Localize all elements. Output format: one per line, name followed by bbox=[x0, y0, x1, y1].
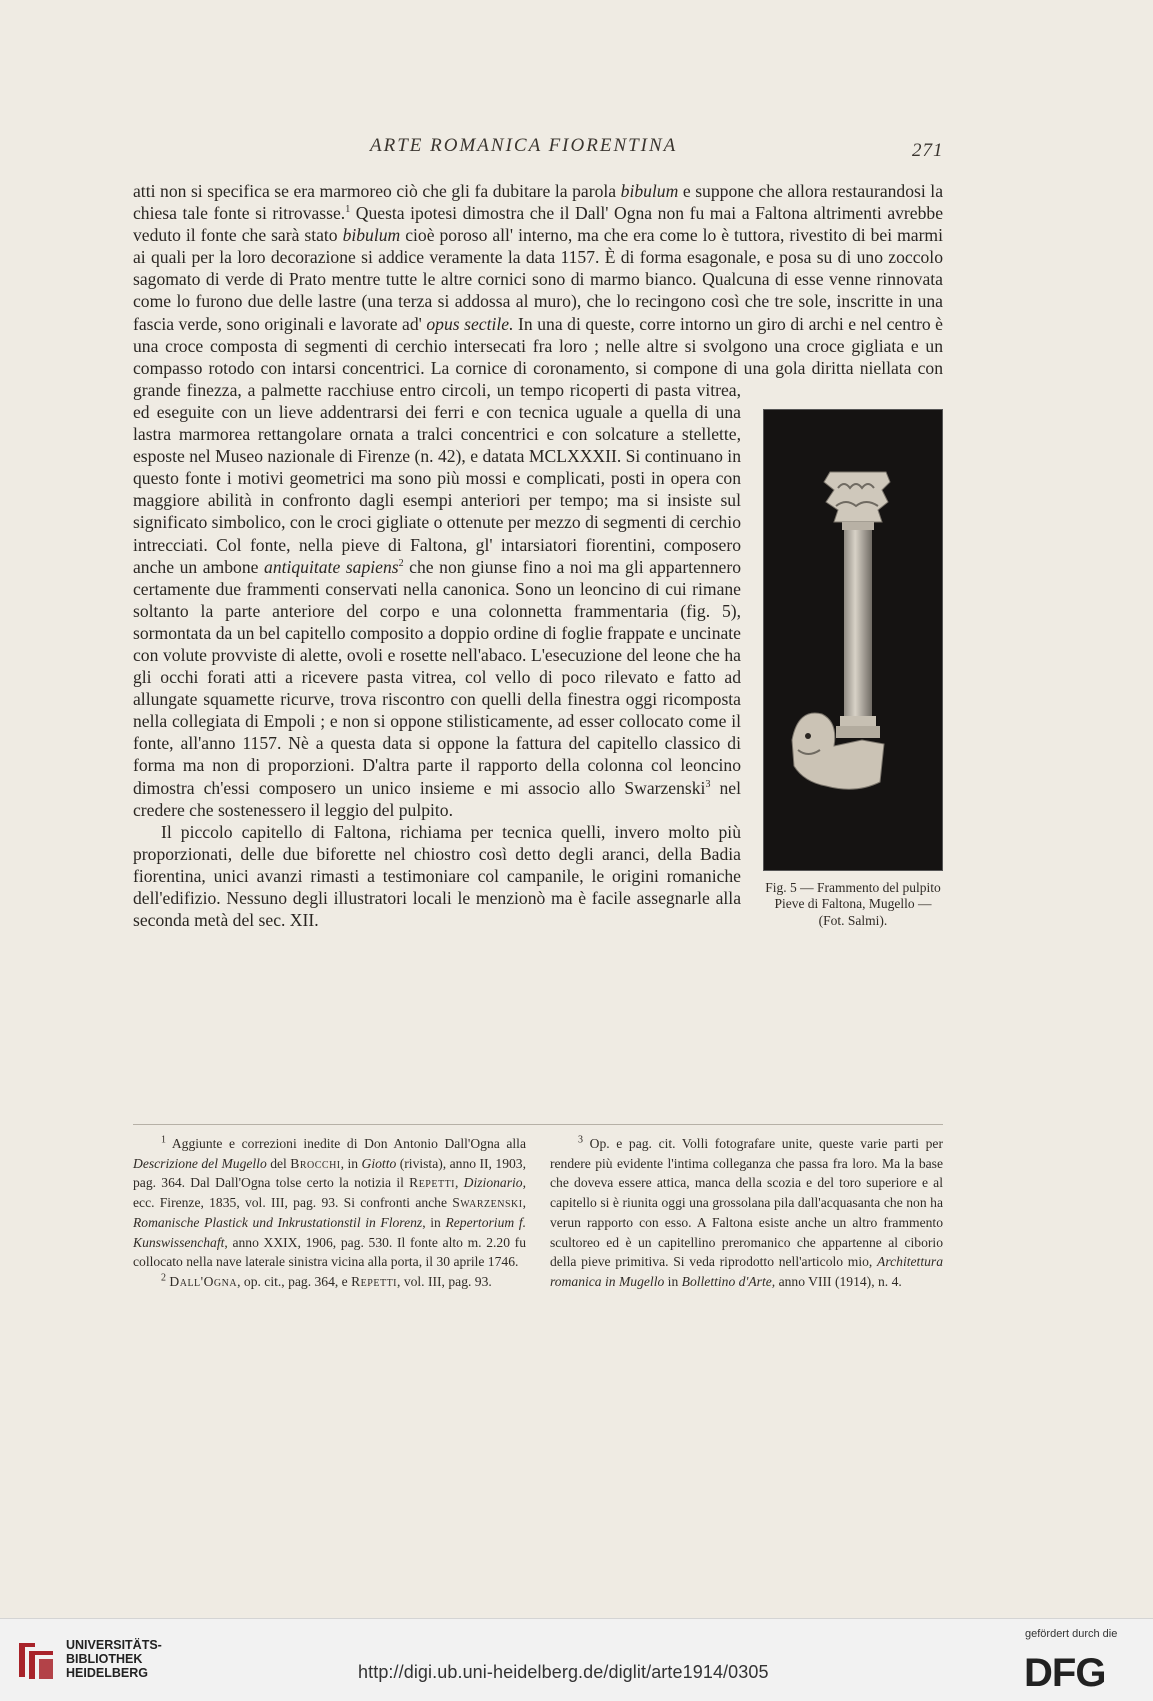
viewer-footer bbox=[0, 1618, 1153, 1701]
main-text bbox=[133, 180, 943, 935]
italic-title: Bollettino d'Arte, bbox=[681, 1273, 776, 1289]
footnotes-left-column bbox=[133, 1134, 526, 1292]
permalink-url[interactable]: http://digi.ub.uni-heidelberg.de/diglit/arte1914/0305 bbox=[358, 1662, 769, 1682]
italic-title: Giotto bbox=[361, 1155, 397, 1171]
text-segment: anno VIII (1914), n. 4. bbox=[775, 1273, 902, 1289]
footnote-1 bbox=[133, 1134, 526, 1272]
text-segment: nel credere che sostenessero il leggio del pulpito. bbox=[133, 777, 741, 820]
italic-title: Dizionario bbox=[463, 1175, 523, 1191]
running-title: ARTE ROMANICA FIORENTINA bbox=[370, 135, 678, 156]
italic-term: bibulum bbox=[342, 225, 401, 246]
text-segment: In una di queste, corre intorno un giro di archi e nel centro è una croce composta di segmenti di cerchio intersecati fra loro ; nelle altre si svolgono una croce gigliata e un compasso rotodo con intarsi concentrici. La cornice di coronamento, si compone di una bbox=[133, 313, 943, 378]
italic-term: bibulum bbox=[620, 181, 679, 201]
text-segment: , in bbox=[340, 1155, 362, 1171]
text-segment: atti non si specifica se era marmoreo ciò che gli fa dubitare la parola bbox=[133, 181, 621, 201]
heidelberg-library-logo-icon[interactable] bbox=[13, 1635, 59, 1690]
library-name-line: UNIVERSITÄTS- bbox=[66, 1638, 162, 1652]
text-segment: , bbox=[522, 1195, 526, 1211]
page-number: 271 bbox=[912, 140, 944, 161]
library-name-line: HEIDELBERG bbox=[66, 1666, 148, 1680]
text-segment: (rivista), anno II, 1903, pag. 364. Dal Dall'Ogna tolse certo la notizia il bbox=[133, 1155, 526, 1191]
figure-caption: Fig. 5 — Frammento del pulpito Pieve di Faltona, Mugello — (Fot. Salmi). bbox=[765, 879, 941, 928]
text-segment: gola diritta niellata con grande finezza, a palmette racchiuse entro circoli, un tempo ricoperti di pasta vitrea, ed eseguite con un lieve addentrarsi dei ferri e con tecnica uguale a quella di una lastra marmorea rettangolare ornata a tralci concentrici e con solcature a stellette, esposte nel Museo nazionale di Firenze (n. 42), e datata MCLXXXII. Si continuano in questo fonte i motivi geometrici ma sono più mossi e complicati, posti in opera con maggiore abilità in confronto dagli esempi anteriori per tempo; ma si insiste sul significato simbolico, con le croci gigliate o ottenute per mezzo di segmenti di cerchio intrecciati. Col fonte, nella pieve di Faltona, gl' intarsiatori fiorentini, composero anche un ambone bbox=[133, 357, 943, 577]
library-name-line: BIBLIOTHEK bbox=[66, 1652, 143, 1666]
italic-term: antiquitate sapiens bbox=[264, 556, 399, 577]
footnotes bbox=[133, 1134, 943, 1292]
text-segment: Aggiunte e correzioni inedite di Don Antonio Dall'Ogna alla bbox=[166, 1136, 526, 1151]
footnote-2 bbox=[133, 1272, 526, 1292]
text-segment: , in bbox=[422, 1214, 446, 1230]
text-segment: del bbox=[266, 1155, 291, 1171]
text-segment: , bbox=[455, 1175, 464, 1191]
footnote-ref-1[interactable]: 1 bbox=[345, 204, 351, 216]
text-segment: Questa ipotesi dimostra che il Dall' Ogna non fu mai a Faltona altrimenti avrebbe veduto il fonte che sarà stato bbox=[133, 203, 943, 246]
text-segment: , anno XXIX, 1906, pag. 530. Il fonte alto m. 2.20 fu collocato nella nave laterale sinistra vicina alla porta, il 30 aprile 1746. bbox=[133, 1234, 526, 1270]
footnote-divider bbox=[133, 1124, 943, 1125]
text-segment: cioè poroso all' interno, ma che era come lo è tuttora, rivestito di bei marmi ai quali per la loro decorazione si addice veramente la data 1157. È di forma esagonale, e posa su di uno zoccolo sagomato di verde di Prato mentre tutte le altre cornici sono di marmo bianco. Qualcuna di esse venne rinnovata come lo furono due delle lastre (una terza si addossa al muro), che lo recingono così che tre sole, inscritte in una fascia verde, sono originali e lavorate ad' bbox=[133, 225, 943, 334]
text-segment: Op. e pag. cit. Volli fotografare unite, queste varie parti per rendere più evidente l'intima colleganza che passa fra loro. Ma la base che doveva essere attica, manca della scozia e del toro superiore e al capitello si è riunita oggi una grossolana pila dall'acquasanta che non ha verun rapporto con esso. A Faltona esiste anche un altro frammento scultoreo ed è un capitellino preromanico che appartenne al ciborio della pieve primitiva. Si veda riprodotto nell'articolo mio, bbox=[550, 1136, 943, 1270]
author-name: Repetti bbox=[351, 1273, 398, 1289]
italic-title: Romanische Plastick und Inkrustationstil in Florenz bbox=[133, 1214, 423, 1230]
author-name: Brocchi bbox=[290, 1155, 341, 1171]
footnote-3 bbox=[550, 1134, 943, 1292]
paragraph-2: Il piccolo capitello di Faltona, richiama per tecnica quelli, invero molto più proporzionati, delle due biforette nel chiostro così detto degli aranci, della Badia fiorentina, unici avanzi rimasti a testimoniare col campanile, le origini romaniche dell'edifizio. Nessuno degli illustratori locali le menzionò ma è facile assegnarle alla seconda metà del sec. XII. bbox=[133, 821, 741, 931]
footnote-number: 3 bbox=[578, 1134, 583, 1146]
italic-term: opus sectile. bbox=[426, 313, 514, 334]
italic-title: Descrizione del Mugello bbox=[133, 1155, 267, 1171]
text-segment: che non giunse fino a noi ma gli appartennero certamente due frammenti conservati nella canonica. Sono un leoncino di cui rimane soltanto la parte anteriore del corpo e una colonnetta frammentaria (fig. 5), sormontata da un bel capitello composito a doppio ordine di foglie frappate e uncinate con volute provviste di alette, ovoli e rosette nell'abaco. L'esecuzione del leone che ha gli occhi forati atti a ricevere pasta vitrea, col vello di poco rilevato e fatto ad allungate squamette ricurve, trova riscontro con quelli della finestra oggi ricomposta nella collegiata di Empoli ; e non si oppone stilisticamente, ad esser collocato come il fonte, all'anno 1157. Nè a questa data si oppone la fattura del capitello classico di forma ma non di proporzioni. D'altra parte il rapporto della colonna col leoncino dimostra ch'essi composero un unico insieme e mi associo allo Swarzenski bbox=[133, 556, 741, 798]
funding-note: gefördert durch die bbox=[1025, 1628, 1118, 1640]
text-segment: e suppone che allora restaurandosi la chiesa tale fonte si ritrovasse. bbox=[133, 181, 943, 224]
text-segment: , op. cit., pag. 364, e bbox=[237, 1273, 352, 1289]
text-segment: , ecc. Firenze, 1835, vol. III, pag. 93. Si confronti anche bbox=[133, 1175, 526, 1211]
footnote-number: 2 bbox=[161, 1272, 166, 1284]
column-fragment-photo bbox=[763, 409, 943, 871]
italic-title: Architettura romanica in Mugello bbox=[550, 1254, 943, 1289]
author-name: Swarzenski bbox=[452, 1195, 523, 1211]
figure-5 bbox=[763, 409, 943, 930]
dfg-logo[interactable] bbox=[1024, 1650, 1140, 1697]
footnote-ref-2[interactable]: 2 bbox=[398, 557, 404, 569]
dfg-logo-text: DFG bbox=[1024, 1651, 1106, 1692]
author-name: Dall'Ogna bbox=[169, 1273, 238, 1289]
footnotes-right-column bbox=[550, 1134, 943, 1292]
text-segment: in bbox=[664, 1273, 682, 1289]
text-segment: , vol. III, pag. 93. bbox=[397, 1273, 492, 1289]
italic-title: Repertorium f. Kunswissenchaft bbox=[133, 1214, 526, 1250]
footnote-ref-3[interactable]: 3 bbox=[705, 778, 711, 790]
library-name bbox=[66, 1638, 162, 1680]
column-fragment-icon bbox=[764, 410, 942, 870]
author-name: Repetti bbox=[409, 1175, 456, 1191]
footnote-number: 1 bbox=[161, 1134, 166, 1146]
